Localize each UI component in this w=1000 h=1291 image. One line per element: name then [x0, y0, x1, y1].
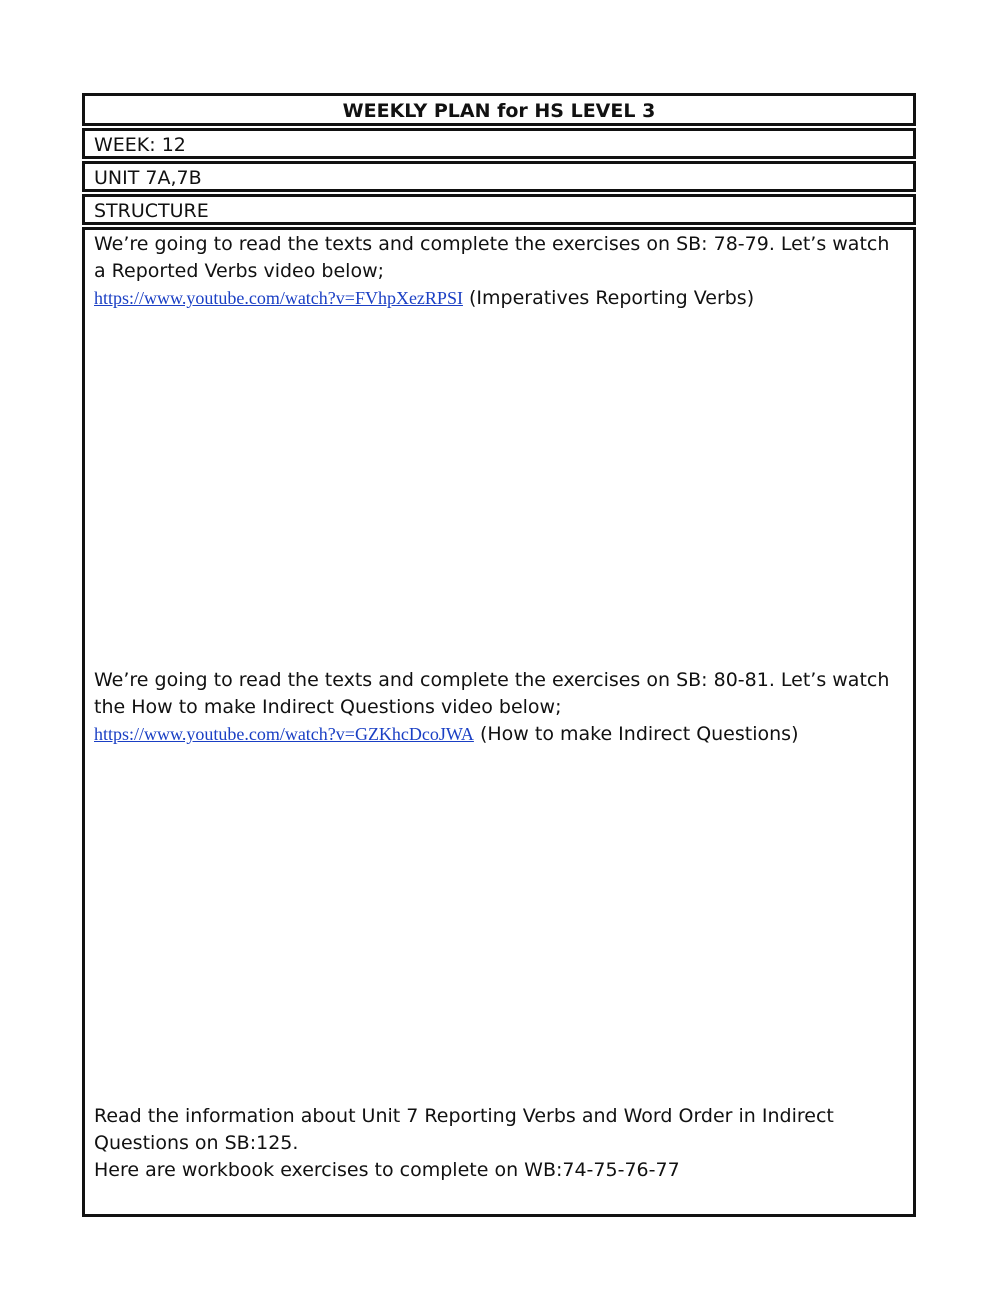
plan-title: WEEKLY PLAN for HS LEVEL 3 [82, 93, 916, 126]
link-note: (How to make Indirect Questions) [473, 723, 799, 745]
section-workbook [94, 1103, 899, 1184]
video-link-reported-verbs[interactable]: https://www.youtube.com/watch?v=FVhpXezRPSI [94, 288, 463, 308]
section-text: We’re going to read the texts and complete the exercises on SB: 80-81. Let’s watch the How to make Indirect Questions video below; [94, 669, 890, 718]
section-reported-verbs [94, 231, 899, 312]
section-indirect-questions [94, 667, 899, 748]
section-text: We’re going to read the texts and complete the exercises on SB: 78-79. Let’s watch a Reported Verbs video below; [94, 233, 890, 282]
reading-instruction: Read the information about Unit 7 Reporting Verbs and Word Order in Indirect Questions on SB:125. [94, 1105, 834, 1154]
weekly-plan-table [82, 93, 916, 1217]
workbook-instruction: Here are workbook exercises to complete on WB:74-75-76-77 [94, 1159, 680, 1181]
week-row: WEEK: 12 [82, 128, 916, 159]
unit-row: UNIT 7A,7B [82, 161, 916, 192]
link-note: (Imperatives Reporting Verbs) [462, 287, 755, 309]
video-link-indirect-questions[interactable]: https://www.youtube.com/watch?v=GZKhcDcoJWA [94, 724, 474, 744]
structure-row: STRUCTURE [82, 194, 916, 225]
plan-body [82, 227, 916, 1217]
